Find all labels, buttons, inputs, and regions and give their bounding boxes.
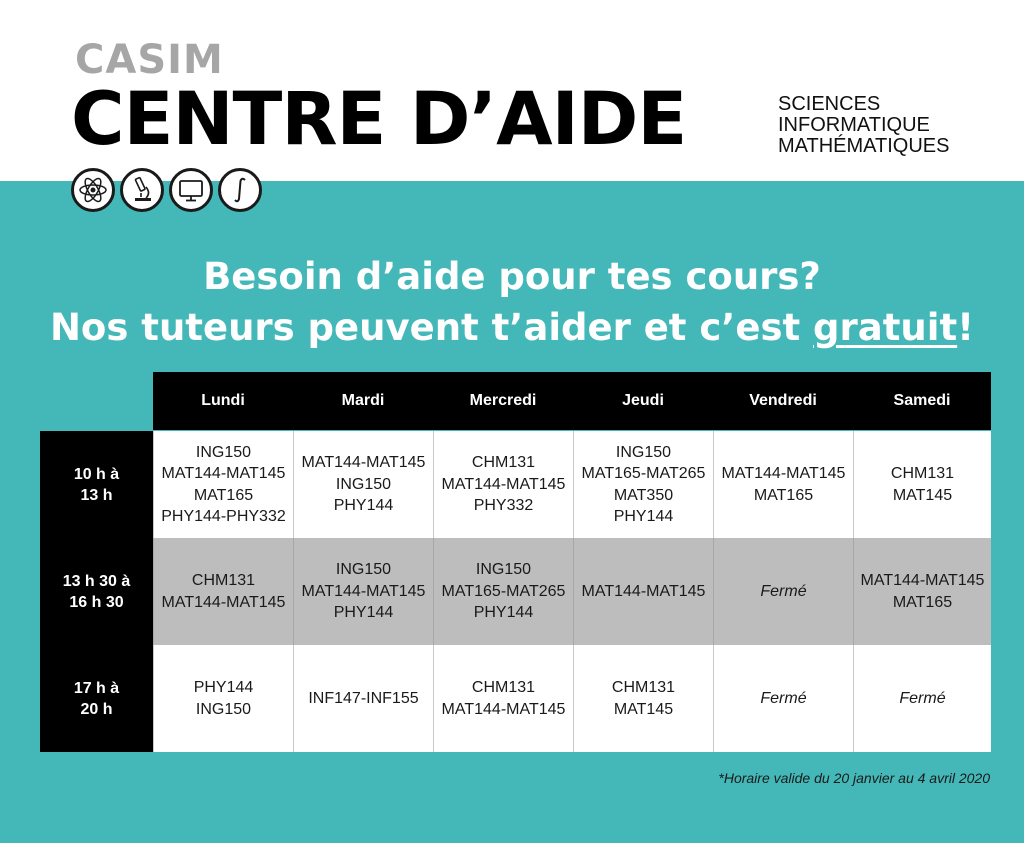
day-header-lundi: Lundi — [153, 372, 293, 430]
subject-item: MATHÉMATIQUES — [778, 135, 950, 157]
main-title: CENTRE D’AIDE — [71, 77, 687, 162]
course-code: MAT165 — [892, 593, 953, 611]
schedule-cell — [713, 538, 853, 645]
closed-label: Fermé — [760, 689, 807, 707]
schedule-cell — [293, 538, 433, 645]
headline-emphasis: gratuit — [813, 306, 958, 349]
day-header-mardi: Mardi — [293, 372, 433, 430]
headline-line-2 — [0, 306, 1024, 349]
subject-item: INFORMATIQUE — [778, 114, 930, 136]
course-code: PHY144 — [333, 497, 394, 515]
schedule-cell — [433, 538, 573, 645]
course-code: MAT144-MAT145 — [441, 700, 566, 718]
course-code: CHM131 — [191, 572, 256, 589]
schedule-cell — [153, 538, 293, 645]
course-code: MAT144-MAT145 — [161, 593, 286, 611]
course-code: MAT144-MAT145 — [301, 582, 426, 600]
time-slot-label: 10 h à 13 h — [40, 431, 153, 538]
schedule-cell — [573, 538, 713, 645]
course-code: MAT165-MAT265 — [581, 465, 706, 482]
schedule-cell — [573, 645, 713, 752]
footnote: *Horaire valide du 20 janvier au 4 avril 2020 — [718, 770, 990, 786]
course-code: CHM131 — [611, 679, 676, 696]
course-code: MAT144-MAT145 — [860, 572, 985, 589]
headline-text: Nos tuteurs peuvent t’aider et c’est — [49, 306, 814, 349]
schedule-cell — [293, 431, 433, 538]
course-code: PHY332 — [473, 497, 534, 515]
time-slot-label: 13 h 30 à 16 h 30 — [40, 538, 153, 645]
atom-icon — [71, 168, 115, 212]
course-code: MAT144-MAT145 — [301, 454, 426, 472]
day-header-vendredi: Vendredi — [713, 372, 853, 430]
time-slot-label: 17 h à 20 h — [40, 645, 153, 752]
course-code: MAT145 — [892, 486, 953, 504]
course-code: PHY144 — [193, 679, 254, 696]
course-code: INF147-INF155 — [308, 689, 419, 707]
microscope-icon — [120, 168, 164, 212]
schedule-cell — [433, 645, 573, 752]
course-code: ING150 — [195, 443, 252, 461]
headline-line-1: Besoin d’aide pour tes cours? — [203, 255, 821, 298]
course-code: CHM131 — [890, 465, 955, 482]
schedule-cell — [153, 431, 293, 538]
day-header-mercredi: Mercredi — [433, 372, 573, 430]
headline-end: ! — [957, 306, 975, 349]
day-header-samedi: Samedi — [853, 372, 991, 430]
course-code: CHM131 — [471, 454, 536, 472]
course-code: MAT144-MAT145 — [581, 582, 706, 600]
course-code: MAT165-MAT265 — [441, 582, 566, 600]
course-code: MAT144-MAT145 — [721, 465, 846, 482]
subject-icons — [71, 168, 262, 212]
course-code: ING150 — [475, 561, 532, 579]
schedule-cell — [573, 431, 713, 538]
schedule-cell — [153, 645, 293, 752]
day-header-jeudi: Jeudi — [573, 372, 713, 430]
schedule-cell — [713, 645, 853, 752]
schedule-cell — [293, 645, 433, 752]
integral-icon — [218, 168, 262, 212]
closed-label: Fermé — [760, 582, 807, 600]
course-code: MAT144-MAT145 — [441, 475, 566, 493]
closed-label: Fermé — [899, 689, 946, 707]
course-code: ING150 — [195, 700, 252, 718]
course-code: PHY144 — [333, 604, 394, 622]
course-code: CHM131 — [471, 679, 536, 696]
course-code: ING150 — [615, 443, 672, 461]
course-code: PHY144 — [473, 604, 534, 622]
course-code: PHY144-PHY332 — [161, 508, 286, 525]
schedule-cell — [853, 538, 991, 645]
header-banner — [0, 0, 1024, 181]
course-code: ING150 — [335, 475, 392, 493]
course-code: MAT165 — [193, 486, 254, 504]
course-code: MAT145 — [613, 700, 674, 718]
subject-item: SCIENCES — [778, 93, 881, 115]
course-code: PHY144 — [613, 508, 674, 525]
schedule-cell — [713, 431, 853, 538]
schedule-cell — [433, 431, 573, 538]
subject-list — [778, 94, 949, 157]
course-code: MAT165 — [753, 486, 814, 504]
schedule-cell — [853, 645, 991, 752]
computer-monitor-icon — [169, 168, 213, 212]
org-name: CASIM — [75, 37, 224, 83]
course-code: MAT144-MAT145 — [161, 465, 286, 482]
course-code: MAT350 — [613, 486, 674, 504]
course-code: ING150 — [335, 561, 392, 579]
schedule-cell — [853, 431, 991, 538]
